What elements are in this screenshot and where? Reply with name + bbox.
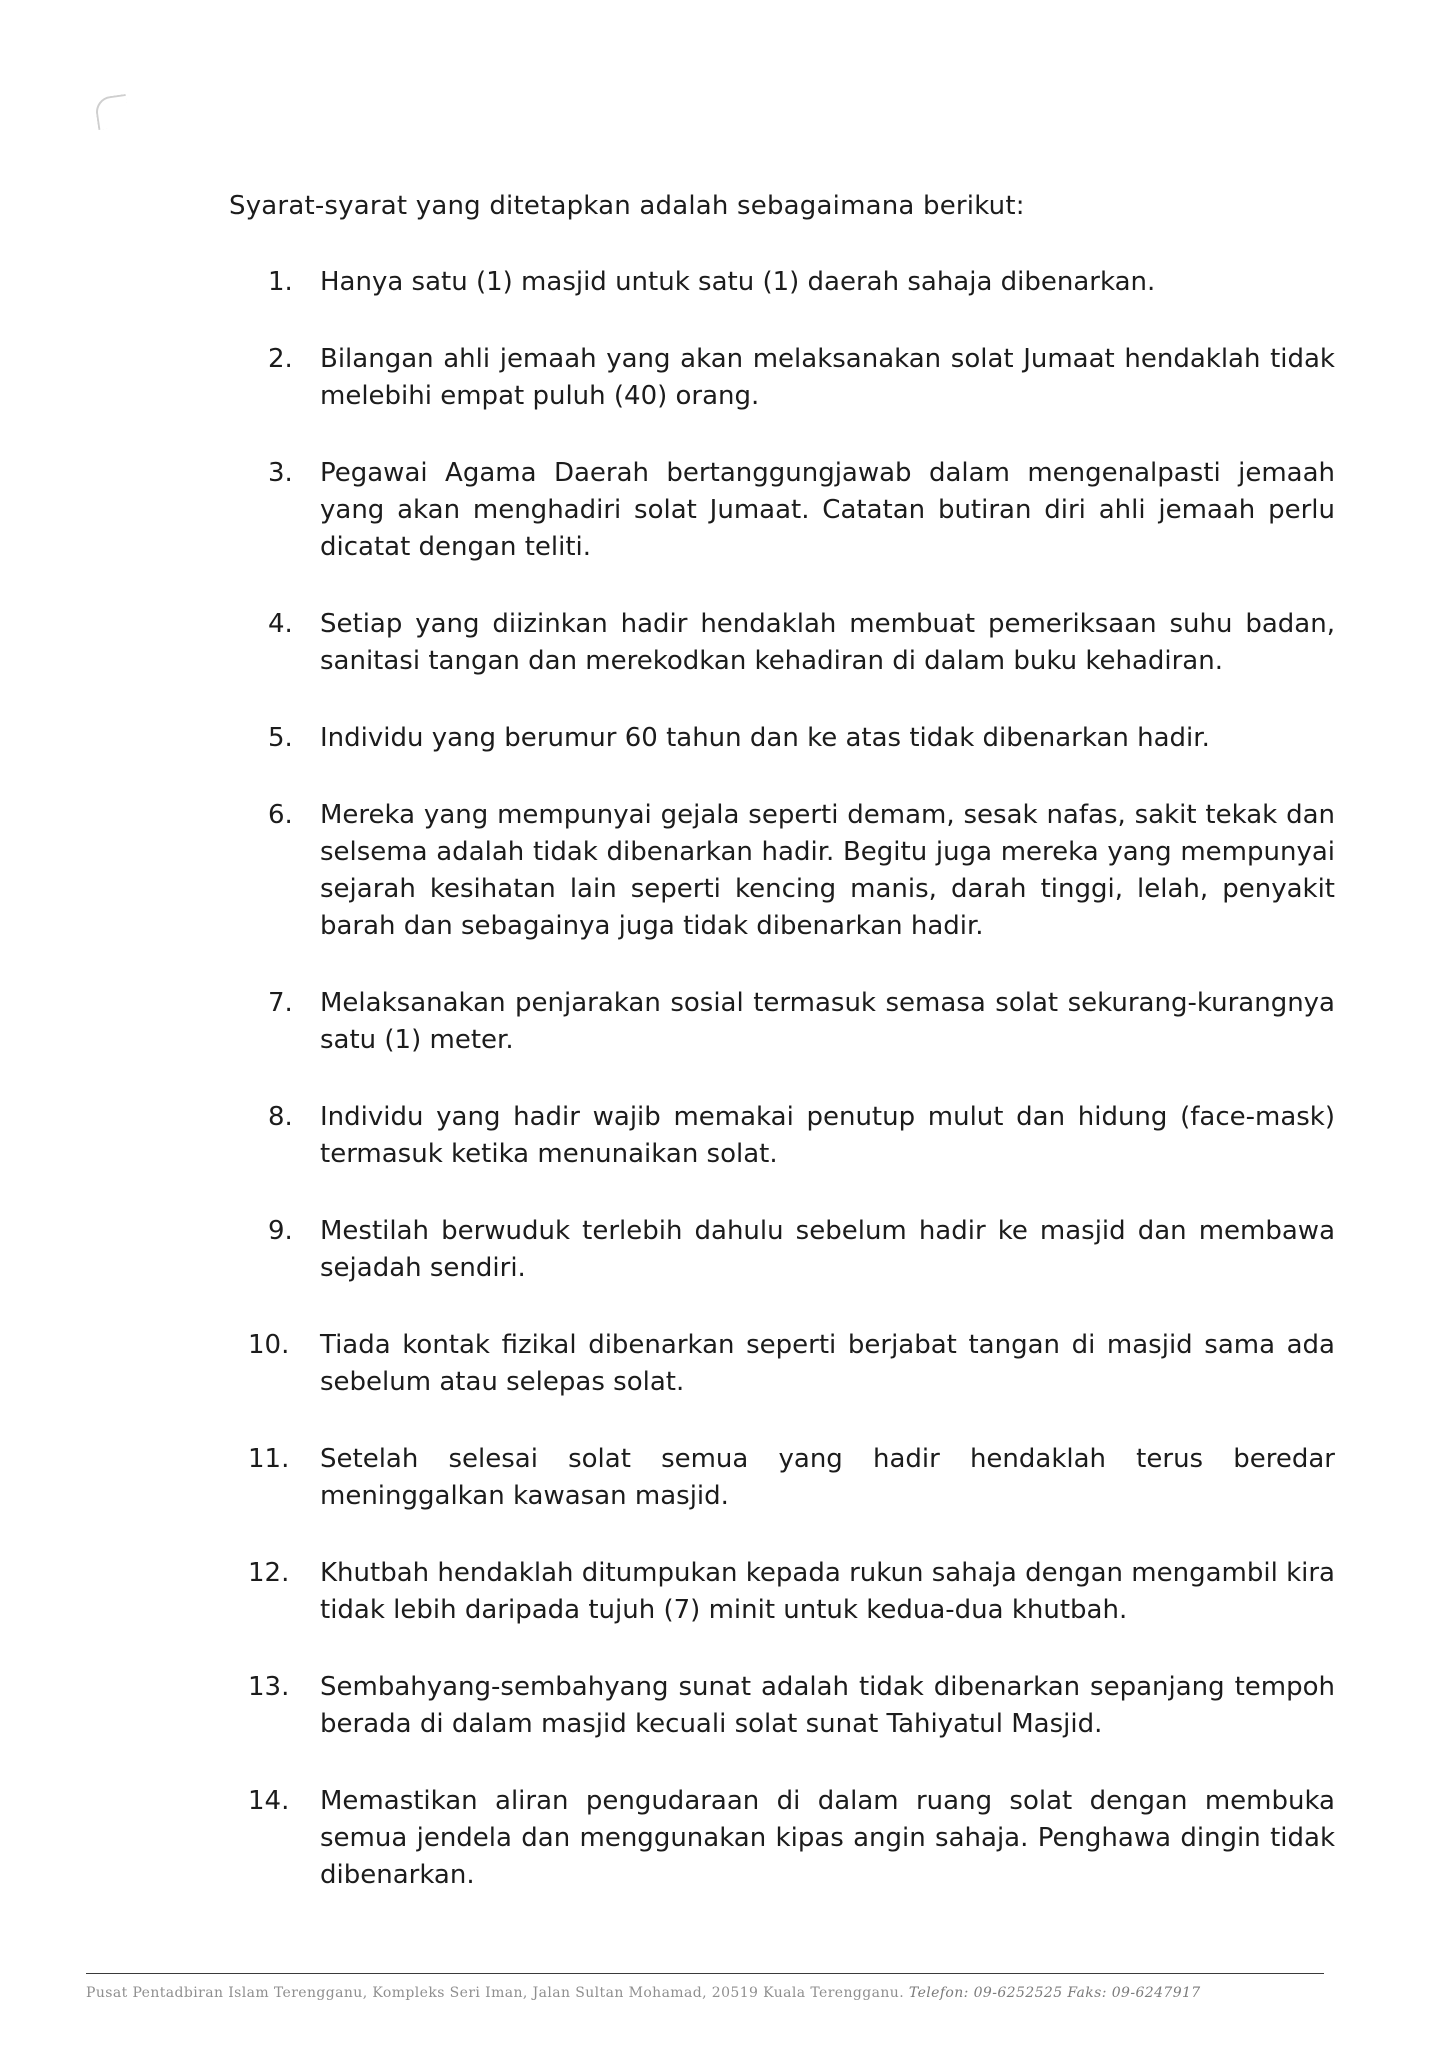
item-number: 13.	[248, 1672, 290, 1702]
item-text: Mestilah berwuduk terlebih dahulu sebelum hadir ke masjid dan membawa sejadah sendiri.	[320, 1216, 1335, 1283]
item-number: 5.	[268, 723, 293, 753]
list-item	[0, 455, 1449, 566]
list-item	[0, 1099, 1449, 1173]
item-number: 11.	[248, 1444, 290, 1474]
scan-mark	[94, 94, 130, 130]
item-text: Tiada kontak fizikal dibenarkan seperti berjabat tangan di masjid sama ada sebelum atau selepas solat.	[320, 1330, 1335, 1397]
list-item	[0, 985, 1449, 1059]
footer-address: Pusat Pentadbiran Islam Terengganu, Kompleks Seri Iman, Jalan Sultan Mohamad, 20519 Kuala Terengganu.	[86, 1985, 905, 2001]
list-item	[0, 606, 1449, 680]
intro-text: Syarat-syarat yang ditetapkan adalah sebagaimana berikut:	[229, 191, 1025, 221]
item-number: 7.	[268, 988, 293, 1018]
item-text: Khutbah hendaklah ditumpukan kepada rukun sahaja dengan mengambil kira tidak lebih daripada tujuh (7) minit untuk kedua-dua khutbah.	[320, 1558, 1335, 1625]
item-number: 10.	[248, 1330, 290, 1360]
list-item	[0, 1327, 1449, 1401]
item-number: 3.	[268, 458, 293, 488]
list-item	[0, 797, 1449, 945]
item-number: 14.	[248, 1786, 290, 1816]
item-number: 2.	[268, 344, 293, 374]
item-text: Hanya satu (1) masjid untuk satu (1) daerah sahaja dibenarkan.	[320, 267, 1156, 297]
list-item	[0, 1783, 1449, 1894]
item-text: Individu yang berumur 60 tahun dan ke atas tidak dibenarkan hadir.	[320, 723, 1210, 753]
item-number: 8.	[268, 1102, 293, 1132]
item-number: 4.	[268, 609, 293, 639]
item-text: Bilangan ahli jemaah yang akan melaksanakan solat Jumaat hendaklah tidak melebihi empat puluh (40) orang.	[320, 344, 1335, 411]
footer-fax: Faks: 09-6247917	[1067, 1985, 1201, 2001]
footer-divider	[86, 1973, 1324, 1974]
item-text: Pegawai Agama Daerah bertanggungjawab dalam mengenalpasti jemaah yang akan menghadiri solat Jumaat. Catatan butiran diri ahli jemaah perlu dicatat dengan teliti.	[320, 458, 1335, 562]
item-number: 6.	[268, 800, 293, 830]
list-item	[0, 341, 1449, 415]
item-text: Mereka yang mempunyai gejala seperti demam, sesak nafas, sakit tekak dan selsema adalah tidak dibenarkan hadir. Begitu juga mereka yang mempunyai sejarah kesihatan lain seperti kencing manis, darah tinggi, lelah, penyakit barah dan sebagainya juga tidak dibenarkan hadir.	[320, 800, 1335, 941]
list-item	[0, 1669, 1449, 1743]
item-text: Setiap yang diizinkan hadir hendaklah membuat pemeriksaan suhu badan, sanitasi tangan dan merekodkan kehadiran di dalam buku kehadiran.	[320, 609, 1335, 676]
item-text: Memastikan aliran pengudaraan di dalam ruang solat dengan membuka semua jendela dan menggunakan kipas angin sahaja. Penghawa dingin tidak dibenarkan.	[320, 1786, 1335, 1890]
item-text: Sembahyang-sembahyang sunat adalah tidak dibenarkan sepanjang tempoh berada di dalam masjid kecuali solat sunat Tahiyatul Masjid.	[320, 1672, 1335, 1739]
footer-address-line	[86, 1984, 1324, 2002]
item-number: 12.	[248, 1558, 290, 1588]
footer-phone: Telefon: 09-6252525	[908, 1985, 1063, 2001]
item-number: 9.	[268, 1216, 293, 1246]
list-item	[0, 1441, 1449, 1515]
item-text: Melaksanakan penjarakan sosial termasuk semasa solat sekurang-kurangnya satu (1) meter.	[320, 988, 1335, 1055]
list-item	[0, 1555, 1449, 1629]
item-text: Individu yang hadir wajib memakai penutup mulut dan hidung (face-mask) termasuk ketika menunaikan solat.	[320, 1102, 1335, 1169]
conditions-list	[0, 264, 1449, 1934]
item-text: Setelah selesai solat semua yang hadir hendaklah terus beredar meninggalkan kawasan masjid.	[320, 1444, 1335, 1511]
item-number: 1.	[268, 267, 293, 297]
list-item	[0, 1213, 1449, 1287]
list-item	[0, 264, 1449, 301]
list-item	[0, 720, 1449, 757]
